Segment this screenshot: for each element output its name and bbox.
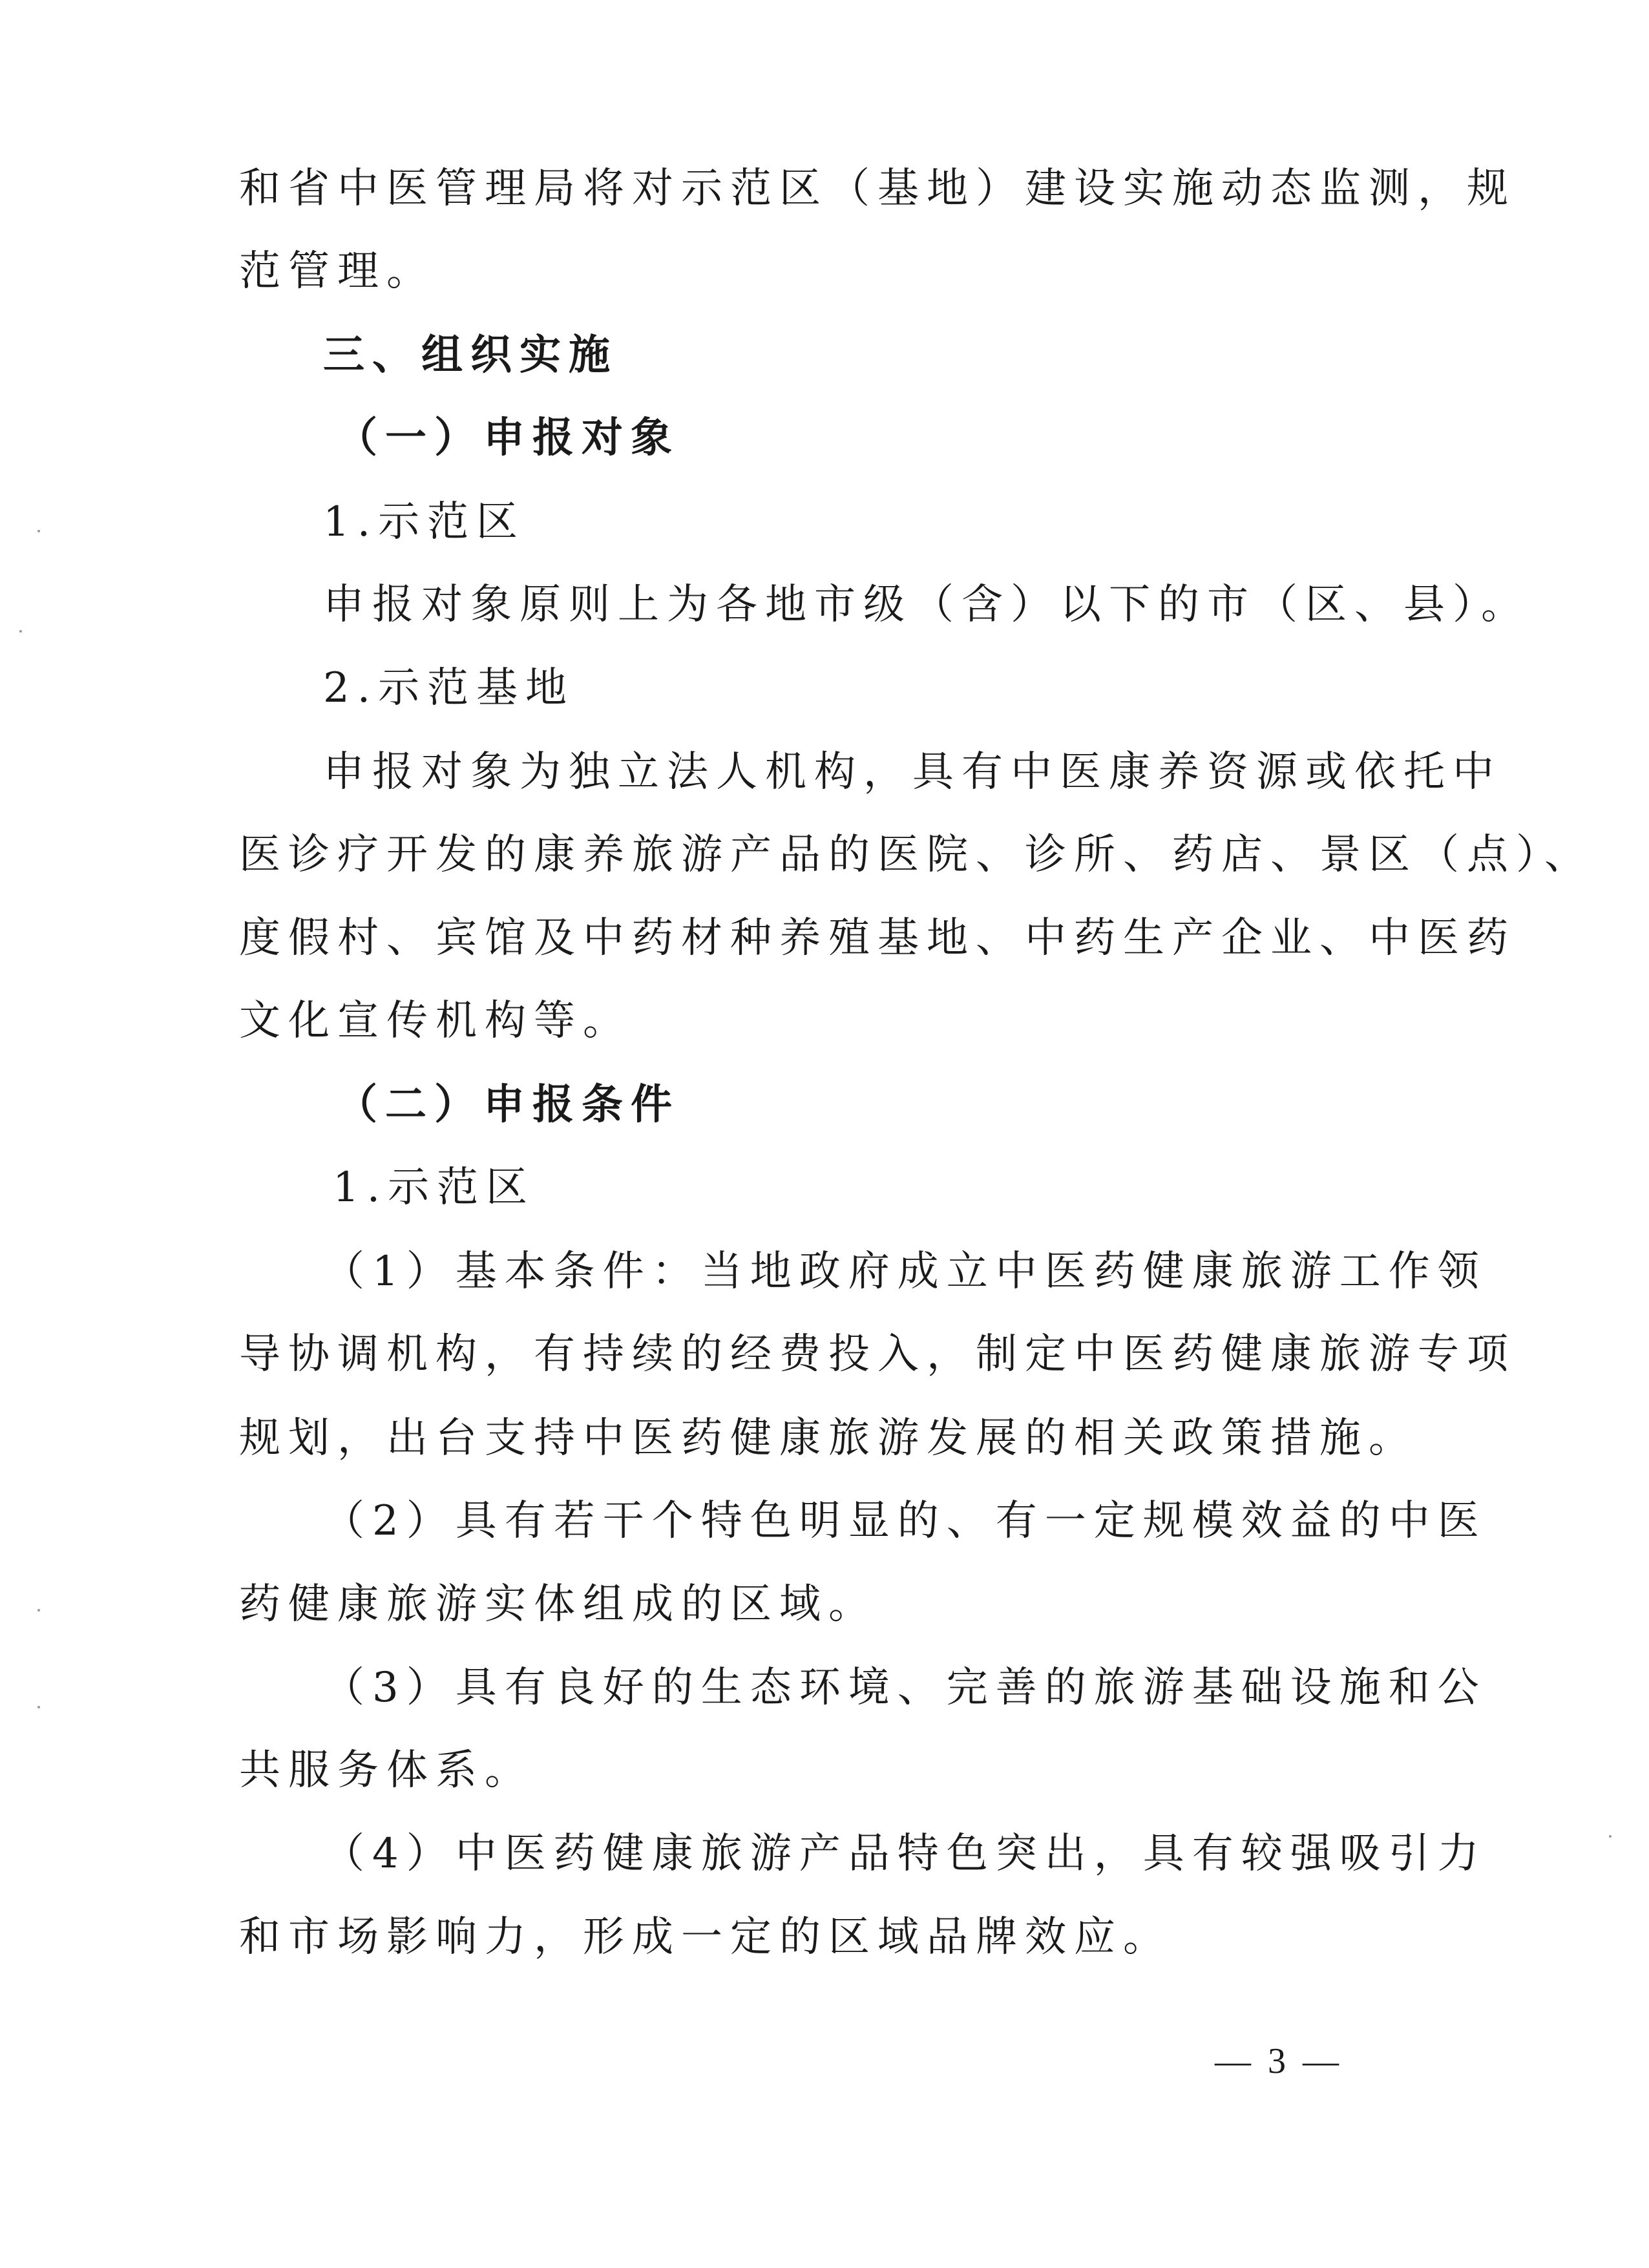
list-item-label: 2.示范基地 [323, 664, 575, 712]
body-text-line: 医诊疗开发的康养旅游产品的医院、诊所、药店、景区（点）、 [239, 831, 1593, 879]
body-text-line: 和省中医管理局将对示范区（基地）建设实施动态监测，规 [239, 165, 1516, 213]
body-text-line: 共服务体系。 [239, 1747, 534, 1794]
subsection-heading: （二）申报条件 [336, 1081, 680, 1129]
body-text-line: 和市场影响力，形成一定的区域品牌效应。 [239, 1913, 1172, 1961]
list-item-label: 1.示范区 [323, 498, 526, 546]
body-text-line: 范管理。 [239, 247, 436, 295]
body-text-line: 导协调机构，有持续的经费投入，制定中医药健康旅游专项 [239, 1330, 1516, 1378]
scan-speck [37, 1609, 40, 1612]
subsection-heading: （一）申报对象 [336, 414, 680, 462]
body-text-line: 药健康旅游实体组成的区域。 [239, 1580, 877, 1628]
scan-speck [37, 1706, 40, 1708]
body-text-line: 申报对象原则上为各地市级（含）以下的市（区、县）。 [323, 581, 1530, 629]
body-text-line: 申报对象为独立法人机构，具有中医康养资源或依托中 [323, 748, 1502, 796]
body-text-line: （3）具有良好的生态环境、完善的旅游基础设施和公 [323, 1664, 1487, 1712]
section-heading: 三、组织实施 [323, 331, 618, 379]
page-number: — 3 — [1215, 2041, 1343, 2081]
body-text-line: 规划，出台支持中医药健康旅游发展的相关政策措施。 [239, 1414, 1418, 1462]
scan-speck [37, 530, 40, 532]
body-text-line: 文化宣传机构等。 [239, 997, 632, 1045]
list-item-label: 1.示范区 [333, 1164, 536, 1212]
body-text-line: （4）中医药健康旅游产品特色突出，具有较强吸引力 [323, 1830, 1487, 1878]
body-text-line: （1）基本条件：当地政府成立中医药健康旅游工作领 [323, 1248, 1487, 1296]
body-text-line: （2）具有若干个特色明显的、有一定规模效益的中医 [323, 1497, 1487, 1545]
scan-speck [19, 630, 22, 633]
scan-speck [1609, 1835, 1612, 1838]
body-text-line: 度假村、宾馆及中药材种养殖基地、中药生产企业、中医药 [239, 914, 1516, 962]
